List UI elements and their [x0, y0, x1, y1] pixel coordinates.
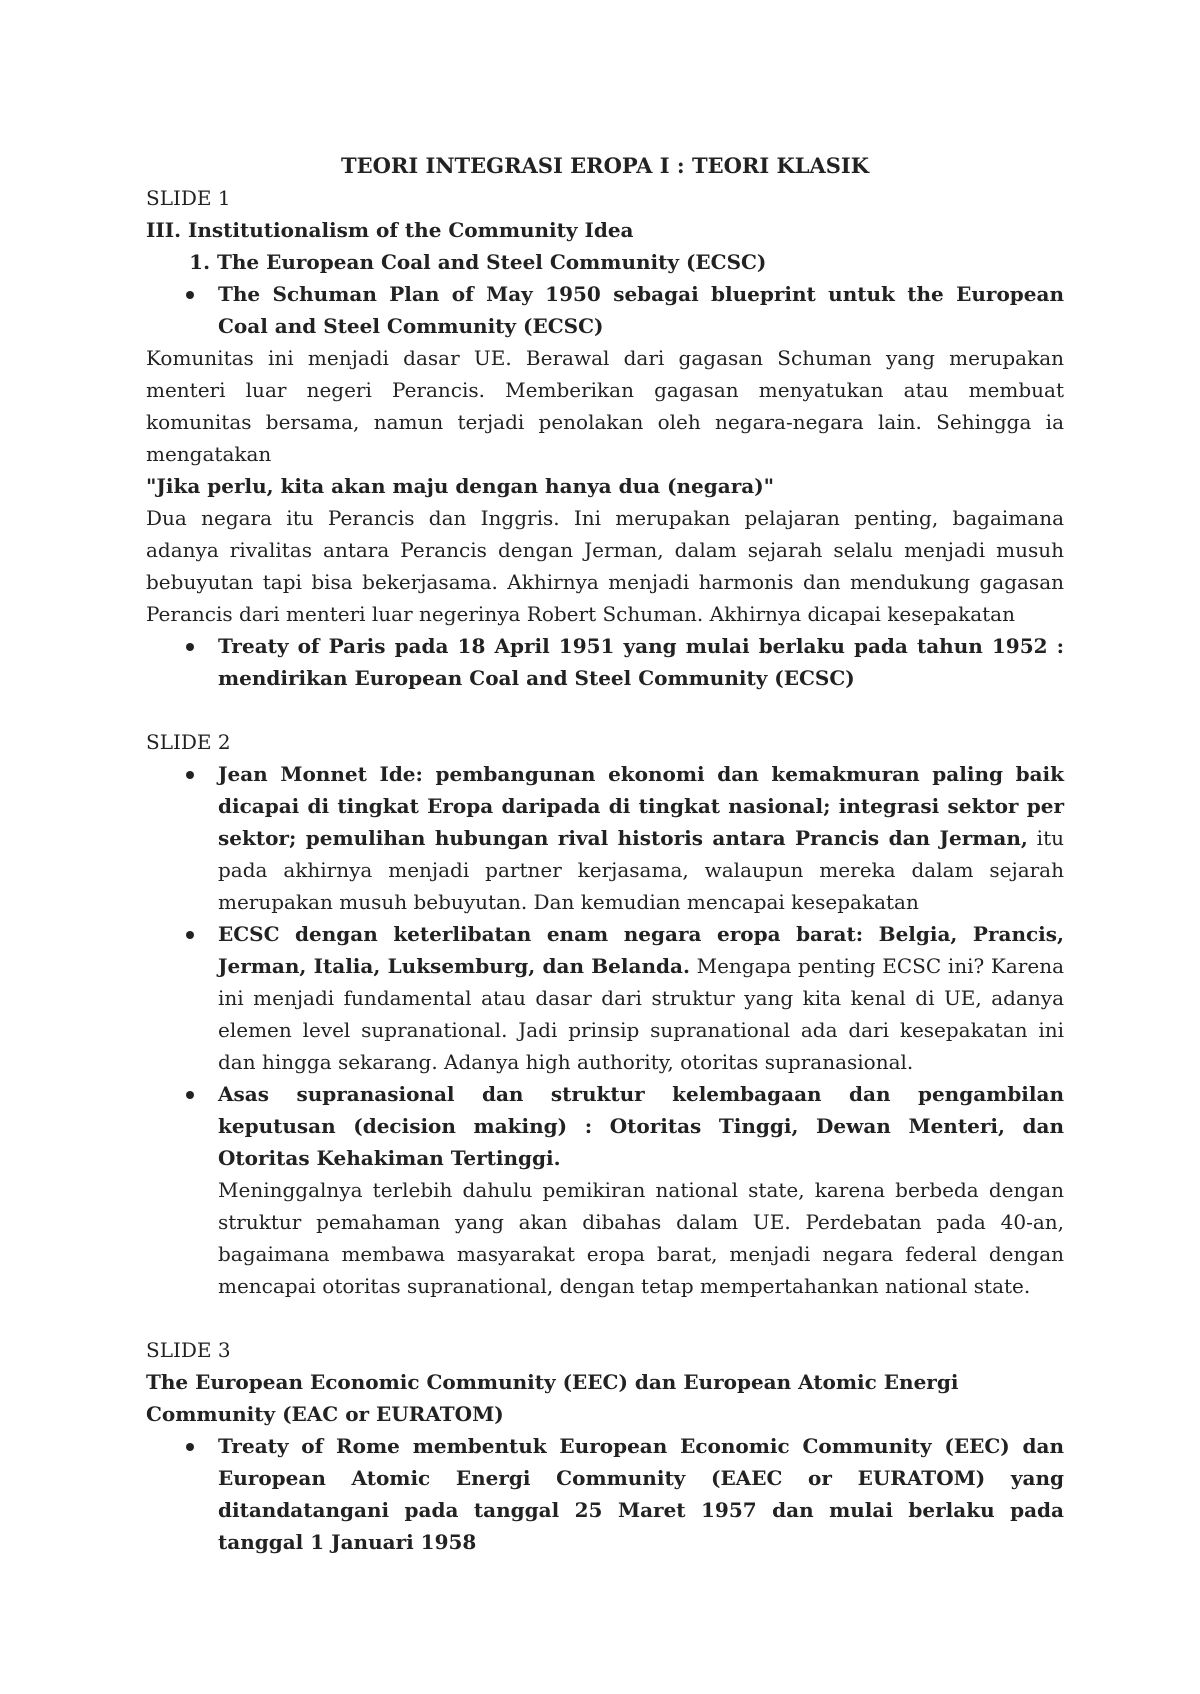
slide-1-quote: "Jika perlu, kita akan maju dengan hanya dua (negara)": [146, 474, 775, 498]
slide-2-paragraph: Meninggalnya terlebih dahulu pemikiran national state, karena berbeda dengan struktur pemahaman yang akan dibahas dalam UE. Perdebatan pada 40-an, bagaimana membawa masyarakat eropa barat, menjadi negara federal dengan mencapai otoritas supranational, dengan tetap mempertahankan national state.: [218, 1178, 1064, 1298]
bullet-schuman-plan: [146, 278, 1064, 342]
slide-2-bullet-list: [146, 758, 1064, 1174]
bullet-dot-icon: [186, 291, 194, 299]
bullet-bold-text: Asas supranasional dan struktur kelembagaan dan pengambilan keputusan (decision making) : Otoritas Tinggi, Dewan Menteri, dan Otoritas Kehakiman Tertinggi.: [218, 1082, 1064, 1170]
bullet-asas-supranasional: [146, 1078, 1064, 1174]
bullet-dot-icon: [186, 1091, 194, 1099]
bullet-bold-text: ECSC dengan keterlibatan enam negara eropa barat: Belgia, Prancis, Jerman, Italia, Luksemburg, dan Belanda.: [218, 922, 1064, 978]
bullet-ecsc-six-countries: [146, 918, 1064, 1078]
bullet-bold-text: Jean Monnet Ide: pembangunan ekonomi dan kemakmuran paling baik dicapai di tingkat Eropa daripada di tingkat nasional; integrasi sektor per sektor; pemulihan hubungan rival historis antara Prancis dan Jerman,: [218, 762, 1064, 850]
slide-1-bullet-list-b: [146, 630, 1064, 694]
slide-2-label: SLIDE 2: [146, 730, 231, 754]
bullet-treaty-of-paris: [146, 630, 1064, 694]
bullet-text: The Schuman Plan of May 1950 sebagai blueprint untuk the European Coal and Steel Community (ECSC): [218, 282, 1064, 338]
bullet-dot-icon: [186, 931, 194, 939]
document-page: [146, 150, 1064, 1558]
bullet-jean-monnet: [146, 758, 1064, 918]
bullet-text: itu pada akhirnya menjadi partner kerjasama, walaupun mereka dalam sejarah merupakan musuh bebuyutan. Dan kemudian mencapai kesepakatan: [218, 826, 1064, 914]
spacer: [146, 1302, 1064, 1334]
bullet-text: Treaty of Rome membentuk European Economic Community (EEC) dan European Atomic Energi Community (EAEC or EURATOM) yang ditandatangani pada tanggal 25 Maret 1957 dan mulai berlaku pada tanggal 1 Januari 1958: [218, 1434, 1064, 1554]
slide-3-heading: The European Economic Community (EEC) dan European Atomic Energi Community (EAC or EURATOM): [146, 1370, 959, 1426]
bullet-text: Treaty of Paris pada 18 April 1951 yang mulai berlaku pada tahun 1952 : mendirikan European Coal and Steel Community (ECSC): [218, 634, 1064, 690]
bullet-dot-icon: [186, 771, 194, 779]
bullet-dot-icon: [186, 643, 194, 651]
slide-1-label: SLIDE 1: [146, 186, 231, 210]
bullet-text: Mengapa penting ECSC ini? Karena ini menjadi fundamental atau dasar dari struktur yang kita kenal di UE, adanya elemen level supranational. Jadi prinsip supranational ada dari kesepakatan ini dan hingga sekarang. Adanya high authority, otoritas supranasional.: [218, 954, 1064, 1074]
spacer: [146, 694, 1064, 726]
bullet-treaty-of-rome: [146, 1430, 1064, 1558]
document-title: TEORI INTEGRASI EROPA I : TEORI KLASIK: [340, 153, 870, 178]
slide-3-bullet-list: [146, 1430, 1064, 1558]
slide-1-numbered-list: [146, 246, 1064, 278]
slide-1-bullet-list-a: [146, 278, 1064, 342]
slide-1-paragraph-2: Dua negara itu Perancis dan Inggris. Ini merupakan pelajaran penting, bagaimana adanya rivalitas antara Perancis dengan Jerman, dalam sejarah selalu menjadi musuh bebuyutan tapi bisa bekerjasama. Akhirnya menjadi harmonis dan mendukung gagasan Perancis dari menteri luar negerinya Robert Schuman. Akhirnya dicapai kesepakatan: [146, 506, 1064, 626]
slide-1-heading: III. Institutionalism of the Community Idea: [146, 218, 634, 242]
slide-3-label: SLIDE 3: [146, 1338, 231, 1362]
numbered-item-ecsc: 1. The European Coal and Steel Community (ECSC): [217, 246, 1064, 278]
slide-1-paragraph-1: Komunitas ini menjadi dasar UE. Berawal dari gagasan Schuman yang merupakan menteri luar negeri Perancis. Memberikan gagasan menyatukan atau membuat komunitas bersama, namun terjadi penolakan oleh negara-negara lain. Sehingga ia mengatakan: [146, 346, 1064, 466]
bullet-dot-icon: [186, 1443, 194, 1451]
